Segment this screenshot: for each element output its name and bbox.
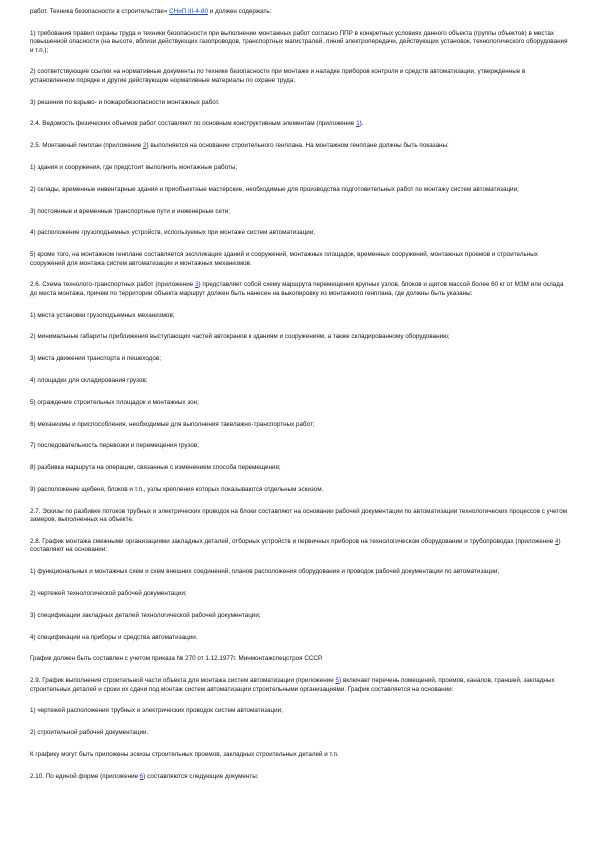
paragraph [30, 508, 570, 525]
paragraph [30, 355, 570, 363]
paragraph [30, 120, 570, 128]
paragraph [30, 142, 570, 150]
paragraph-text: 2.4. Ведомость физических объемов работ составляют по основным конструктивным элементам (приложение [30, 120, 357, 128]
reference-link[interactable]: 5 [335, 677, 340, 685]
paragraph-text: 2.5. Монтажный генплан (приложение [30, 142, 143, 150]
paragraph-text: 1) функциональных и монтажных схем и схем внешних соединений, планов расположения оборудования и проводок рабочей документации по автоматизации; [30, 568, 500, 576]
paragraph [30, 590, 570, 598]
paragraph [30, 281, 570, 298]
paragraph-text: 2.9. График выполнения строительной части объекта для монтажа систем автоматизации (приложение [30, 677, 336, 685]
paragraph [30, 208, 570, 216]
paragraph [30, 538, 570, 555]
paragraph [30, 30, 570, 55]
paragraph-text: 4) спецификации на приборы и средства автоматизации. [30, 633, 198, 641]
paragraph-text: 9) расположение щебеня, блоков и т.п., узлы крепления которых показываются отдельным эскизом. [30, 485, 324, 493]
paragraph [30, 333, 570, 341]
paragraph-text: ). [359, 120, 364, 128]
paragraph-text: 1) требования правил охраны труда и техники безопасности при выполнении монтажных работ согласно ППР в конкретных условиях данного объекта (группы объектов) в местах повышенной опасности (на высоте, вблизи действующих газопроводов, транспортных магистралей, линий электропередачи, действующих установок, технологического оборудования и т.п.); [30, 29, 568, 54]
paragraph [30, 707, 570, 715]
paragraph-text: 2.10. По единой форме (приложение [30, 772, 140, 780]
paragraph [30, 164, 570, 172]
reference-link[interactable]: 3 [194, 281, 199, 289]
paragraph-text: 6) механизмы и приспособления, необходимые для выполнения такелажно-транспортных работ; [30, 420, 315, 428]
paragraph [30, 186, 570, 194]
paragraph-text: ) представляет собой схему маршрута перемещения крупных узлов, блоков и щитов массой более 60 кг от МЗМ или склада до места монтажа, причем по территории объекта маршрут должен быть нанесен на выкопировку из монтажного генплана, где должны быть указаны: [30, 281, 564, 297]
paragraph [30, 8, 570, 16]
paragraph-text: 2) чертежей технологической рабочей документации; [30, 589, 187, 597]
reference-link[interactable]: 2 [142, 142, 147, 150]
paragraph [30, 421, 570, 429]
paragraph-text: ) составляются следующие документы: [143, 772, 259, 780]
paragraph-text: 5) ограждение строительных площадок и монтажных зон; [30, 398, 199, 406]
paragraph [30, 68, 570, 85]
paragraph-text: 4) площадки для складирования грузов; [30, 376, 148, 384]
paragraph [30, 442, 570, 450]
paragraph-text: 2) минимальные габариты приближения выступающих частей автокранов к зданиям и сооружениям, а также складированному оборудованию; [30, 333, 450, 341]
paragraph-text: 1) чертежей расположения трубных и электрических проводок систем автоматизации; [30, 707, 283, 715]
paragraph-text: 2) склады, временные инвентарные здания и приобъектные мастерские, необходимые для производства подготовительных работ по монтажу систем автоматизации; [30, 185, 519, 193]
reference-link[interactable]: 6 [139, 772, 144, 780]
paragraph-text: 2.8. График монтажа смежными организациями закладных деталей, отборных устройств и первичных приборов на технологическом оборудовании и трубопроводах (приложение [30, 537, 556, 545]
reference-link[interactable]: 1 [356, 120, 360, 128]
paragraph-text: 2.6. Схема технолого-транспортных работ (приложение [30, 281, 195, 289]
paragraph [30, 377, 570, 385]
paragraph-text: 3) спецификации закладных деталей технологической рабочей документации; [30, 611, 261, 619]
paragraph-text: 7) последовательность перевозки и перемещения грузов; [30, 442, 199, 450]
reference-link[interactable]: 4 [555, 537, 559, 545]
paragraph-text: ) включает перечень помещений, проемов, каналов, траншей, закладных строительных деталей и сроки их сдачи под монтаж систем автоматизации строительными организациями. График составляется на основании: [30, 677, 555, 693]
paragraph [30, 464, 570, 472]
paragraph [30, 677, 570, 694]
paragraph-text: 8) разбивка маршрута на операции, связанные с изменением способа перемещения; [30, 464, 281, 472]
paragraph-text: 3) постоянные и временные транспортные пути и инженерные сети; [30, 207, 230, 215]
reference-link[interactable]: СНиП III-4-80 [169, 8, 208, 15]
paragraph-text: ) выполняется на основании строительного генплана. На монтажном генплане должны быть показаны: [146, 142, 449, 150]
paragraph-text: 5) кроме того, на монтажном генплане составляется экспликация зданий и сооружений, монтажных площадок, временных сооружений, монтажных проемов и строительных сооружений для монтажа систем автоматизации и монтажных механизмов. [30, 251, 538, 267]
paragraph-text: 1) места установки грузоподъемных механизмов; [30, 311, 175, 319]
paragraph [30, 634, 570, 642]
paragraph-text: К графику могут быть приложены эскизы строительных проемов, закладных строительных деталей и т.п. [30, 750, 339, 758]
paragraph [30, 568, 570, 576]
paragraph [30, 486, 570, 494]
paragraph-text: График должен быть составлен с учетом приказа № 270 от 1.12.1977г. Минмонтажспецстроя СССР. [30, 655, 323, 663]
paragraph-text: и должен содержать: [207, 8, 272, 15]
paragraph [30, 99, 570, 107]
paragraph-text: ) составляют на основании: [30, 537, 561, 554]
paragraph-text: 2) соответствующие ссылки на нормативные документы по технике безопасности при монтаже и наладке приборов контроля и средств автоматизации, утвержденные в установленном порядке и другие действующие нормативные материалы по охране труда; [30, 68, 526, 84]
document-page [30, 8, 570, 795]
paragraph-text: работ. Техника безопасности в строительстве» [30, 8, 170, 15]
paragraph [30, 729, 570, 737]
paragraph [30, 229, 570, 237]
paragraph-text: 3) места движения транспорта и пешеходов; [30, 355, 161, 363]
paragraph-text: 2) строительной рабочей документации. [30, 729, 149, 737]
paragraph [30, 773, 570, 781]
paragraph-text: 2.7. Эскизы по разбивке потоков трубных и электрических проводок на блоки составляют на основании рабочей документации по автоматизации технологических процессов с учетом замеров, выполненных на объекте. [30, 507, 568, 524]
paragraph [30, 655, 570, 663]
paragraph-text: 1) здания и сооружения, где предстоит выполнить монтажные работы; [30, 164, 238, 171]
paragraph-text: 4) расположение грузоподъемных устройств, используемых при монтаже систем автоматизации; [30, 229, 316, 237]
paragraph [30, 251, 570, 268]
paragraph [30, 312, 570, 320]
paragraph [30, 751, 570, 759]
paragraph [30, 612, 570, 620]
paragraph [30, 399, 570, 407]
paragraph-text: 3) решения по взрыво- и пожаробезопасности монтажных работ. [30, 98, 220, 106]
